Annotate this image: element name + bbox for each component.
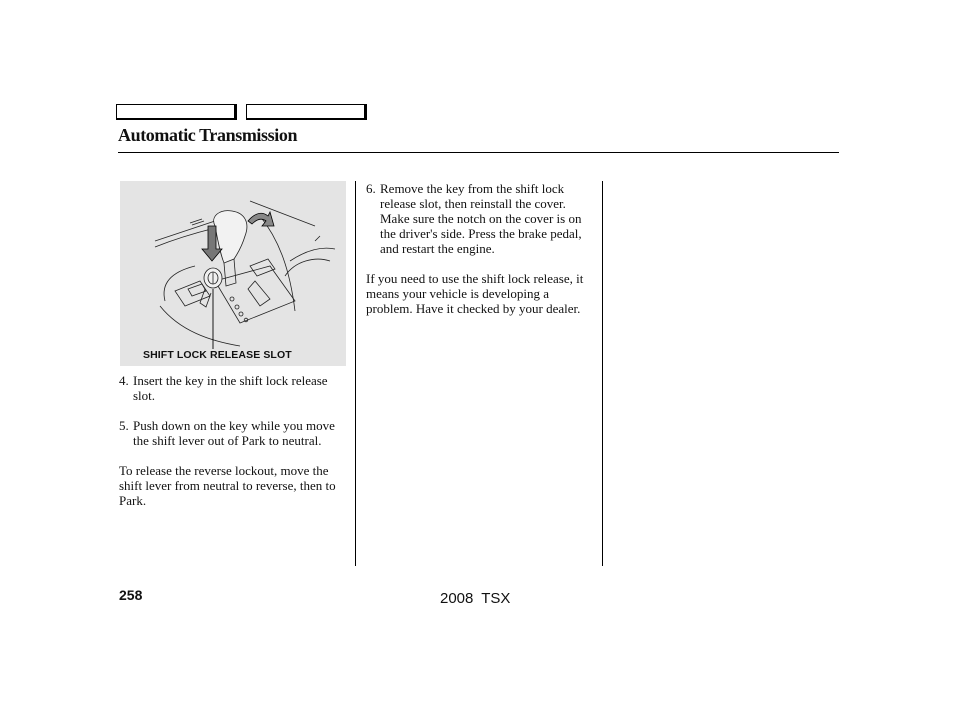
column-divider-2 bbox=[602, 181, 603, 566]
step-5-text: Push down on the key while you move the shift lever out of Park to neutral. bbox=[133, 418, 335, 448]
middle-column bbox=[366, 181, 592, 316]
dealer-paragraph: If you need to use the shift lock release, it means your vehicle is developing a problem. Have it checked by your dealer. bbox=[366, 271, 584, 316]
nav-tab-button-2[interactable] bbox=[246, 104, 367, 120]
step-4-text: Insert the key in the shift lock release slot. bbox=[133, 373, 328, 403]
reverse-lockout-paragraph: To release the reverse lockout, move the shift lever from neutral to reverse, then to Park. bbox=[119, 463, 336, 508]
step-6-text: Remove the key from the shift lock release slot, then reinstall the cover. Make sure the notch on the cover is on the driver's side. Press the brake pedal, and restart the engine. bbox=[380, 181, 582, 256]
shift-lock-illustration bbox=[120, 181, 346, 366]
figure-caption: SHIFT LOCK RELEASE SLOT bbox=[143, 349, 292, 361]
page-title: Automatic Transmission bbox=[118, 125, 298, 145]
step-4-number: 4. bbox=[119, 373, 129, 388]
step-6 bbox=[366, 181, 592, 256]
left-column bbox=[119, 373, 347, 508]
shift-lever-drawing bbox=[120, 181, 346, 366]
title-rule bbox=[118, 152, 839, 153]
step-6-number: 6. bbox=[366, 181, 376, 196]
step-5 bbox=[119, 418, 347, 448]
page-number: 258 bbox=[119, 587, 143, 603]
column-divider-1 bbox=[355, 181, 356, 566]
step-4 bbox=[119, 373, 347, 403]
footer-model: 2008 TSX bbox=[440, 590, 511, 607]
step-5-number: 5. bbox=[119, 418, 129, 433]
nav-tab-button-1[interactable] bbox=[116, 104, 237, 120]
